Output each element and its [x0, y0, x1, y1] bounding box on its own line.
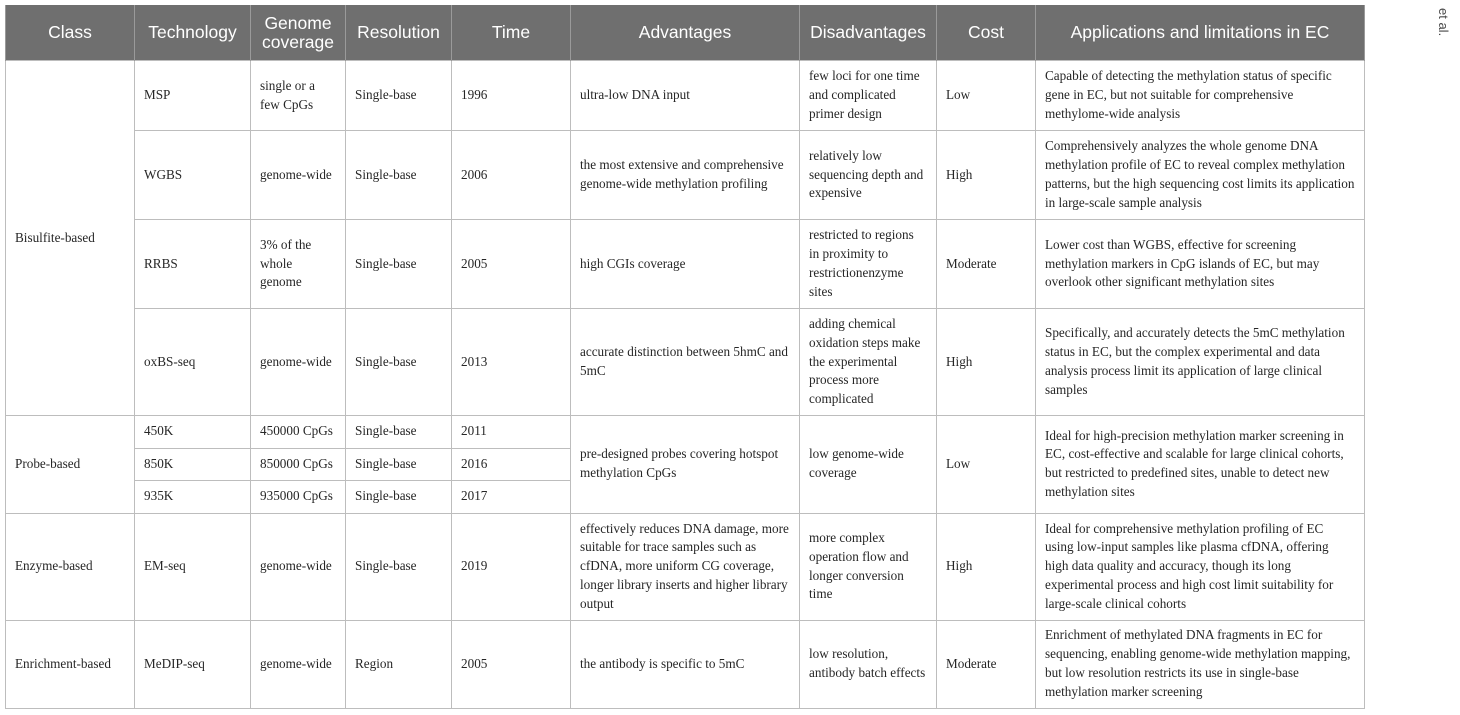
- class-cell: Enzyme-based: [6, 513, 135, 620]
- advantages-cell: the antibody is specific to 5mC: [571, 620, 800, 708]
- author-running-head: et al.: [1436, 8, 1451, 37]
- time-cell: 2017: [452, 481, 571, 514]
- coverage-cell: genome-wide: [251, 131, 346, 220]
- class-cell: Bisulfite-based: [6, 61, 135, 416]
- time-cell: 2011: [452, 416, 571, 449]
- time-cell: 2019: [452, 513, 571, 620]
- class-cell: Probe-based: [6, 416, 135, 514]
- disadvantages-cell: low resolution, antibody batch effects: [800, 620, 937, 708]
- applications-cell: Ideal for high-precision methylation marker screening in EC, cost-effective and scalable for large clinical cohorts, but restricted to predefined sites, unable to detect new methylation sites: [1036, 416, 1365, 514]
- coverage-cell: 450000 CpGs: [251, 416, 346, 449]
- disadvantages-cell: more complex operation flow and longer conversion time: [800, 513, 937, 620]
- table-row-wgbs: [6, 131, 1365, 220]
- time-cell: 2016: [452, 448, 571, 481]
- resolution-cell: Single-base: [346, 481, 452, 514]
- table-row-rrbs: [6, 220, 1365, 309]
- technology-cell: EM-seq: [135, 513, 251, 620]
- applications-cell: Comprehensively analyzes the whole genome DNA methylation profile of EC to reveal complex methylation patterns, but the high sequencing cost limits its application in large-scale sample analysis: [1036, 131, 1365, 220]
- coverage-cell: genome-wide: [251, 309, 346, 416]
- cost-cell: High: [937, 513, 1036, 620]
- disadvantages-cell: restricted to regions in proximity to restrictionenzyme sites: [800, 220, 937, 309]
- header-disadvantages: Disadvantages: [800, 5, 937, 61]
- coverage-cell: 935000 CpGs: [251, 481, 346, 514]
- advantages-cell: pre-designed probes covering hotspot methylation CpGs: [571, 416, 800, 514]
- resolution-cell: Single-base: [346, 309, 452, 416]
- table-header-row: [6, 5, 1365, 61]
- technology-cell: 935K: [135, 481, 251, 514]
- technology-cell: MeDIP-seq: [135, 620, 251, 708]
- technology-cell: oxBS-seq: [135, 309, 251, 416]
- applications-cell: Enrichment of methylated DNA fragments in EC for sequencing, enabling genome-wide methylation mapping, but low resolution restricts its use in single-base methylation marker screening: [1036, 620, 1365, 708]
- table-row-oxbs-seq: [6, 309, 1365, 416]
- applications-cell: Lower cost than WGBS, effective for screening methylation markers in CpG islands of EC, but may overlook other significant methylation sites: [1036, 220, 1365, 309]
- table-row-450k: [6, 416, 1365, 449]
- resolution-cell: Single-base: [346, 220, 452, 309]
- technology-cell: RRBS: [135, 220, 251, 309]
- table-row-msp: [6, 61, 1365, 131]
- cost-cell: High: [937, 131, 1036, 220]
- time-cell: 1996: [452, 61, 571, 131]
- disadvantages-cell: relatively low sequencing depth and expensive: [800, 131, 937, 220]
- advantages-cell: ultra-low DNA input: [571, 61, 800, 131]
- header-time: Time: [452, 5, 571, 61]
- cost-cell: Low: [937, 61, 1036, 131]
- disadvantages-cell: adding chemical oxidation steps make the experimental process more complicated: [800, 309, 937, 416]
- advantages-cell: accurate distinction between 5hmC and 5mC: [571, 309, 800, 416]
- cost-cell: Moderate: [937, 620, 1036, 708]
- header-advantages: Advantages: [571, 5, 800, 61]
- time-cell: 2013: [452, 309, 571, 416]
- header-class: Class: [6, 5, 135, 61]
- header-genome-coverage: Genome coverage: [251, 5, 346, 61]
- cost-cell: High: [937, 309, 1036, 416]
- coverage-cell: genome-wide: [251, 513, 346, 620]
- time-cell: 2005: [452, 220, 571, 309]
- class-cell: Enrichment-based: [6, 620, 135, 708]
- applications-cell: Capable of detecting the methylation status of specific gene in EC, but not suitable for comprehensive methylome-wide analysis: [1036, 61, 1365, 131]
- disadvantages-cell: low genome-wide coverage: [800, 416, 937, 514]
- resolution-cell: Single-base: [346, 61, 452, 131]
- resolution-cell: Single-base: [346, 131, 452, 220]
- applications-cell: Specifically, and accurately detects the 5mC methylation status in EC, but the complex experimental and data analysis process limit its application of large clinical samples: [1036, 309, 1365, 416]
- cost-cell: Moderate: [937, 220, 1036, 309]
- resolution-cell: Single-base: [346, 513, 452, 620]
- header-resolution: Resolution: [346, 5, 452, 61]
- resolution-cell: Single-base: [346, 416, 452, 449]
- cost-cell: Low: [937, 416, 1036, 514]
- advantages-cell: high CGIs coverage: [571, 220, 800, 309]
- resolution-cell: Region: [346, 620, 452, 708]
- coverage-cell: single or a few CpGs: [251, 61, 346, 131]
- coverage-cell: 850000 CpGs: [251, 448, 346, 481]
- disadvantages-cell: few loci for one time and complicated primer design: [800, 61, 937, 131]
- technology-cell: 450K: [135, 416, 251, 449]
- coverage-cell: 3% of the whole genome: [251, 220, 346, 309]
- header-technology: Technology: [135, 5, 251, 61]
- table-row-em-seq: [6, 513, 1365, 620]
- applications-cell: Ideal for comprehensive methylation profiling of EC using low-input samples like plasma cfDNA, offering high data quality and accuracy, though its long experimental process and high cost limit suitability for large-scale clinical cohorts: [1036, 513, 1365, 620]
- time-cell: 2005: [452, 620, 571, 708]
- header-applications: Applications and limitations in EC: [1036, 5, 1365, 61]
- time-cell: 2006: [452, 131, 571, 220]
- methylation-methods-table: [5, 5, 1365, 709]
- coverage-cell: genome-wide: [251, 620, 346, 708]
- table-row-medip-seq: [6, 620, 1365, 708]
- technology-cell: MSP: [135, 61, 251, 131]
- advantages-cell: the most extensive and comprehensive genome-wide methylation profiling: [571, 131, 800, 220]
- technology-cell: 850K: [135, 448, 251, 481]
- header-cost: Cost: [937, 5, 1036, 61]
- technology-cell: WGBS: [135, 131, 251, 220]
- resolution-cell: Single-base: [346, 448, 452, 481]
- advantages-cell: effectively reduces DNA damage, more suitable for trace samples such as cfDNA, more uniform CG coverage, longer library inserts and higher library output: [571, 513, 800, 620]
